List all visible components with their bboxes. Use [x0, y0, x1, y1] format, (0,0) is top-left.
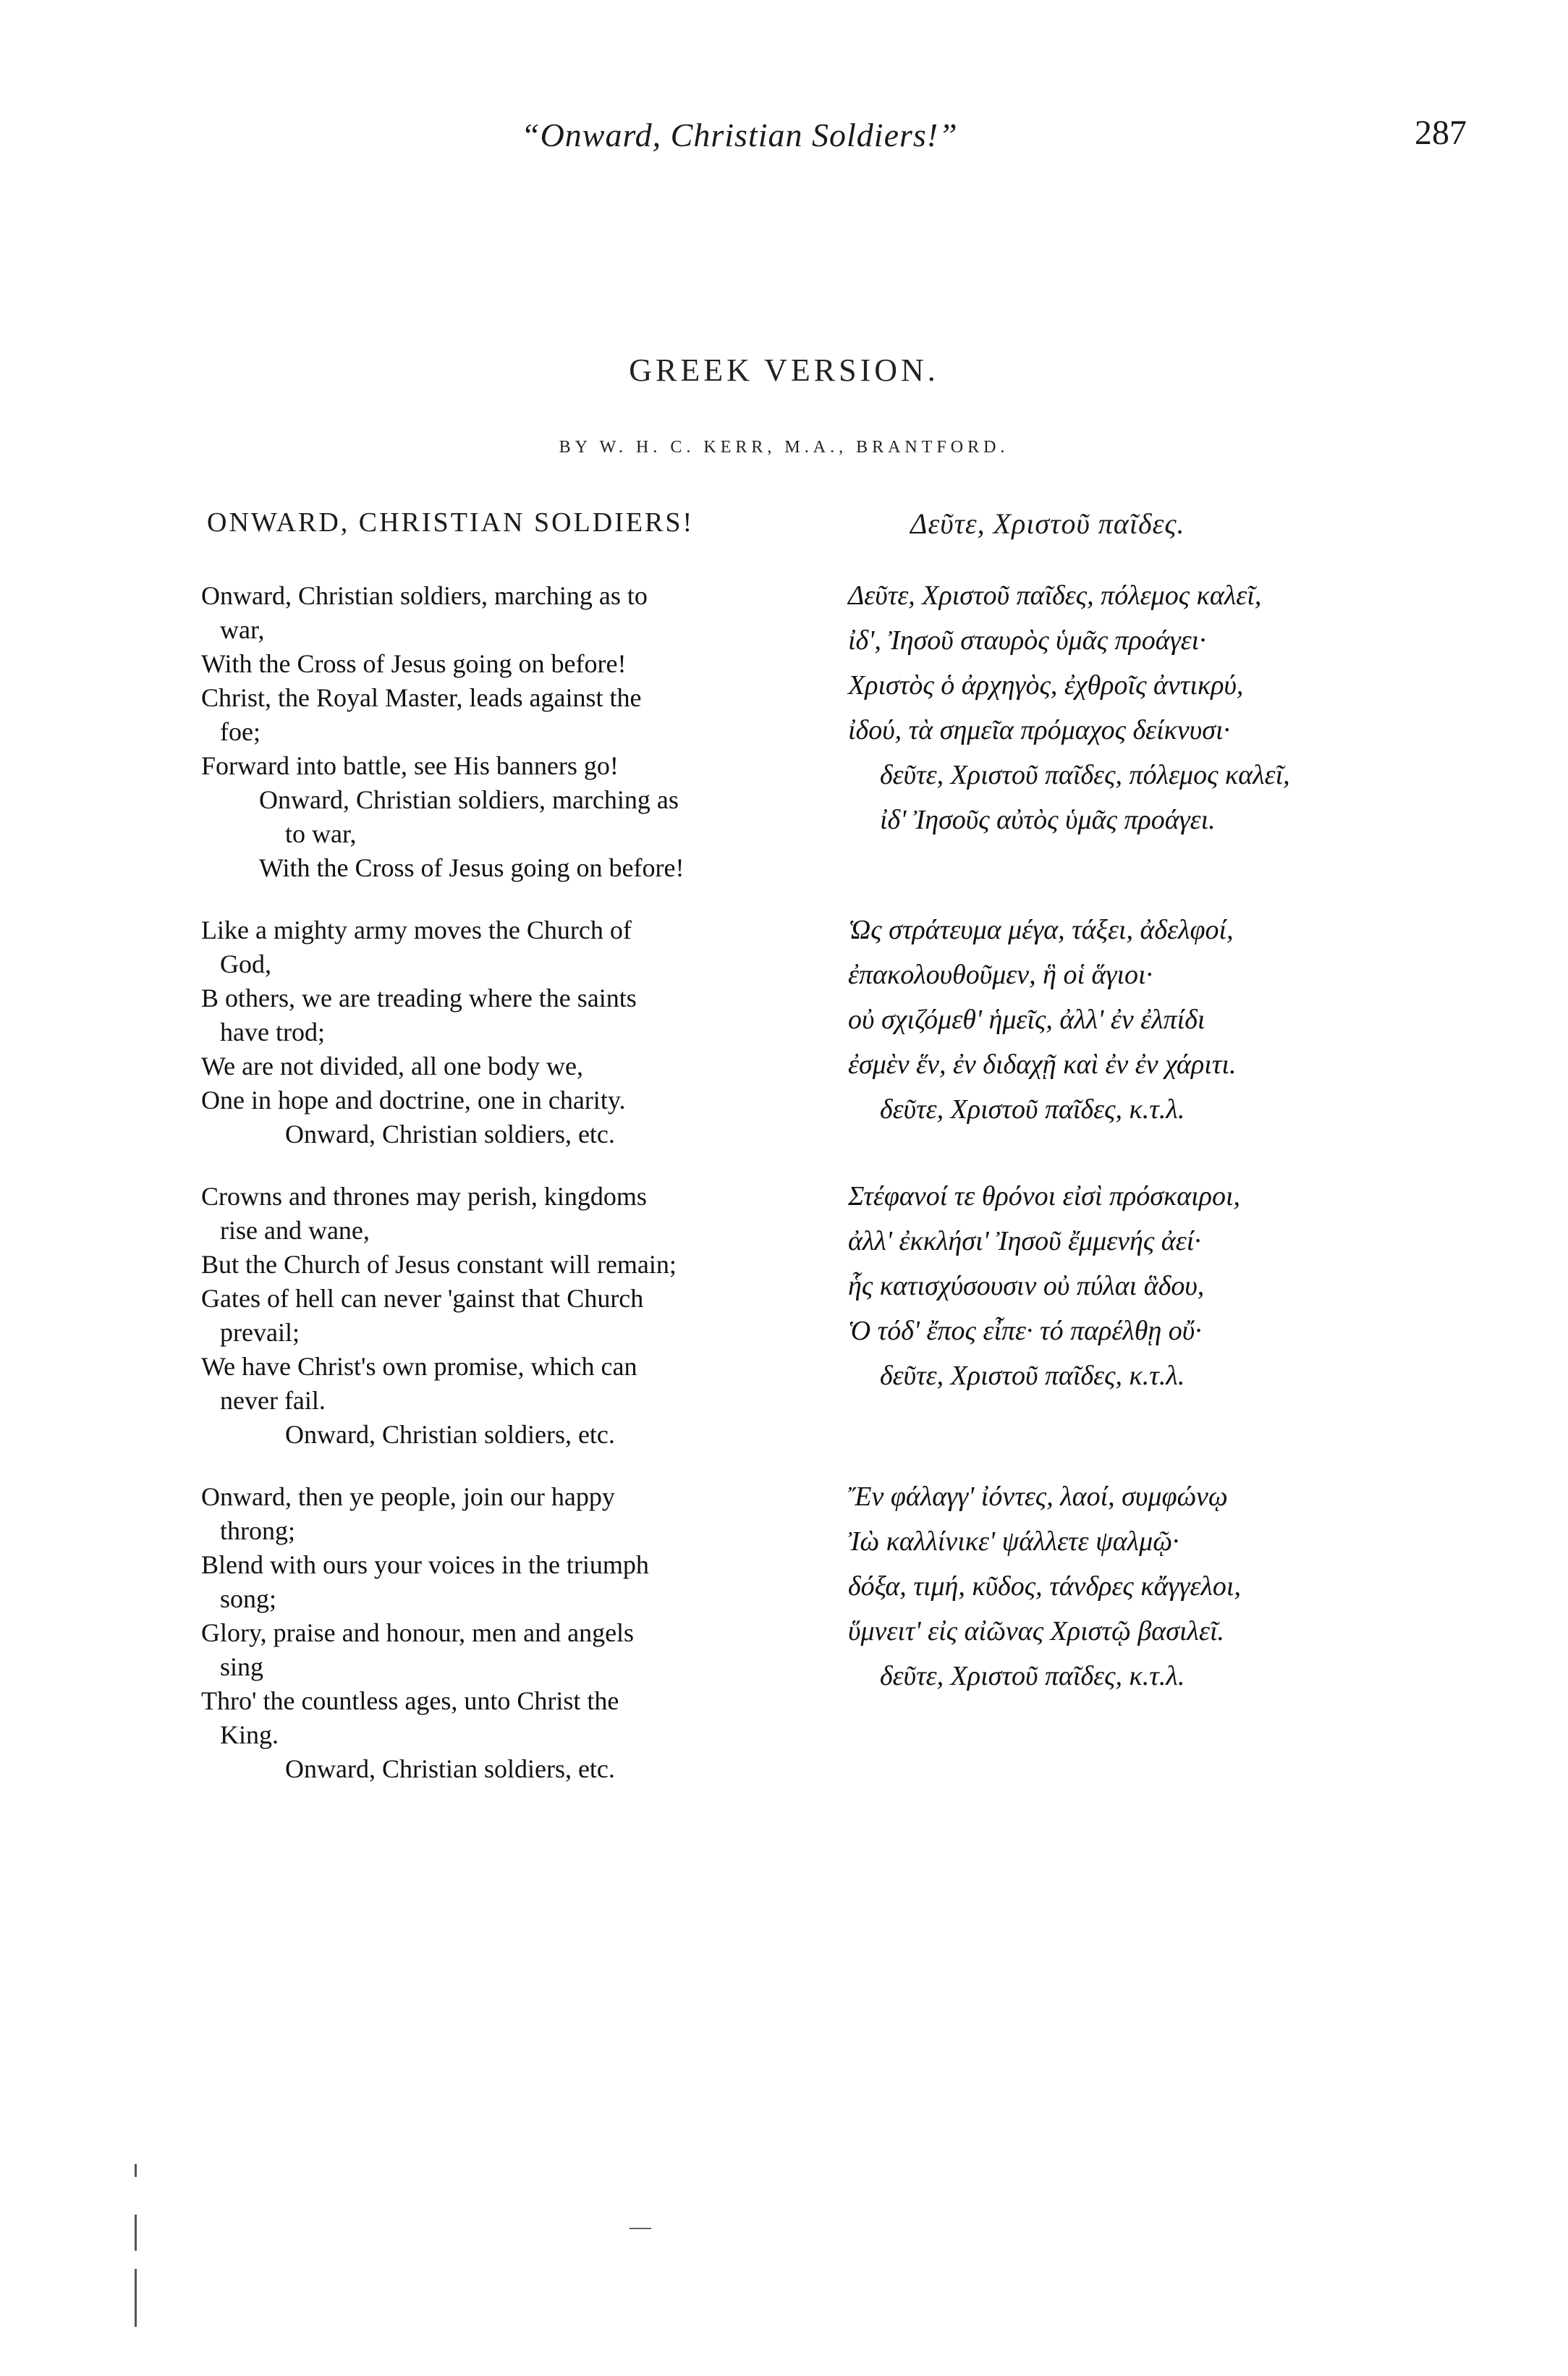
greek-verse-line: ἰδ' Ἰησοῦς αὐτὸς ὑμᾶς προάγει.: [880, 805, 1216, 835]
english-verse-line: Onward, Christian soldiers, etc.: [285, 1754, 615, 1783]
english-verse-line: Gates of hell can never 'gainst that Church: [201, 1284, 644, 1313]
footer-dash: —: [630, 2215, 651, 2238]
page-number: 287: [1415, 114, 1467, 152]
english-verse-line: song;: [220, 1584, 277, 1613]
greek-verse-line: δεῦτε, Χριστοῦ παῖδες, πόλεμος καλεῖ,: [880, 760, 1290, 790]
greek-verse-line: δεῦτε, Χριστοῦ παῖδες, κ.τ.λ.: [880, 1661, 1185, 1691]
english-stanza-4: [201, 1480, 649, 1786]
running-head: “Onward, Christian Soldiers!”: [521, 117, 958, 153]
greek-verse-line: ὕμνειτ' εἰς αἰῶνας Χριστῷ βασιλεῖ.: [848, 1616, 1224, 1646]
english-verse-line: throng;: [220, 1516, 295, 1545]
english-verse-line: sing: [220, 1652, 264, 1681]
greek-verse-line: Ἰὼ καλλίνικε' ψάλλετε ψαλμῷ·: [848, 1526, 1179, 1557]
english-verse-line: With the Cross of Jesus going on before!: [259, 853, 685, 882]
greek-verse-line: Στέφανοί τε θρόνοι εἰσὶ πρόσκαιροι,: [848, 1181, 1241, 1212]
english-verse-line: One in hope and doctrine, one in charity.: [201, 1086, 626, 1115]
english-verse-line: We have Christ's own promise, which can: [201, 1352, 637, 1381]
english-verse-line: war,: [220, 615, 265, 644]
greek-verse-line: ἰδού, τὰ σημεῖα πρόμαχος δείκνυσι·: [848, 715, 1231, 745]
greek-verse-line: οὐ σχιζόμεθ' ἡμεῖς, ἀλλ' ἐν ἐλπίδι: [848, 1005, 1205, 1035]
english-verse-line: Blend with ours your voices in the triumph: [201, 1550, 649, 1579]
english-verse-line: never fail.: [220, 1386, 326, 1415]
english-verse-line: Forward into battle, see His banners go!: [201, 751, 619, 780]
english-verse-line: Crowns and thrones may perish, kingdoms: [201, 1182, 647, 1211]
english-verse-line: We are not divided, all one body we,: [201, 1052, 583, 1081]
greek-verse-line: δεῦτε, Χριστοῦ παῖδες, κ.τ.λ.: [880, 1094, 1185, 1125]
byline: BY W. H. C. KERR, M.A., BRANTFORD.: [559, 438, 1009, 457]
english-verse-line: Like a mighty army moves the Church of: [201, 916, 632, 944]
greek-stanza-4: [848, 1480, 1241, 1704]
english-verse-line: Onward, Christian soldiers, marching as to: [201, 581, 648, 610]
english-verse-line: to war,: [285, 819, 357, 848]
greek-verse-line: ἧς κατισχύσουσιν οὐ πύλαι ἃδου,: [848, 1271, 1205, 1301]
english-verse-line: With the Cross of Jesus going on before!: [201, 649, 627, 678]
english-stanza-3: [201, 1180, 677, 1452]
english-verse-line: rise and wane,: [220, 1216, 370, 1245]
greek-verse-line: Χριστὸς ὁ ἀρχηγὸς, ἐχθροῖς ἀντικρύ,: [848, 670, 1244, 701]
greek-verse-line: δόξα, τιμή, κῦδος, τάνδρες κἄγγελοι,: [848, 1571, 1241, 1602]
english-heading: ONWARD, CHRISTIAN SOLDIERS!: [207, 507, 695, 538]
section-title: GREEK VERSION.: [629, 352, 939, 388]
english-verse-line: But the Church of Jesus constant will remain;: [201, 1250, 677, 1279]
english-verse-line: foe;: [220, 717, 260, 746]
greek-heading: Δεῦτε, Χριστοῦ παῖδες.: [910, 507, 1185, 540]
english-verse-line: God,: [220, 950, 271, 978]
greek-verse-line: ἰδ', Ἰησοῦ σταυρὸς ὑμᾶς προάγει·: [848, 625, 1206, 656]
english-stanza-2: [201, 913, 637, 1151]
english-verse-line: Christ, the Royal Master, leads against the: [201, 683, 642, 712]
greek-verse-line: δεῦτε, Χριστοῦ παῖδες, κ.τ.λ.: [880, 1361, 1185, 1391]
english-verse-line: King.: [220, 1720, 279, 1749]
english-verse-line: Glory, praise and honour, men and angels: [201, 1618, 635, 1647]
greek-stanza-2: [848, 913, 1236, 1138]
margin-mark: [135, 2269, 137, 2327]
greek-stanza-1: [848, 579, 1290, 848]
greek-verse-line: Ἔν φάλαγγ' ἰόντες, λαοί, συμφώνῳ: [848, 1481, 1228, 1512]
english-stanza-1: [201, 579, 684, 885]
english-verse-line: Onward, Christian soldiers, etc.: [285, 1120, 615, 1149]
english-verse-line: Onward, then ye people, join our happy: [201, 1482, 615, 1511]
english-verse-line: B others, we are treading where the saints: [201, 984, 637, 1012]
english-verse-line: Thro' the countless ages, unto Christ the: [201, 1686, 619, 1715]
greek-verse-line: ἐπακολουθοῦμεν, ἣ οἱ ἅγιοι·: [848, 960, 1153, 990]
english-verse-line: have trod;: [220, 1018, 325, 1047]
english-verse-line: Onward, Christian soldiers, etc.: [285, 1420, 615, 1449]
greek-verse-line: Ὁ τόδ' ἔπος εἶπε· τό παρέλθῃ οὔ·: [848, 1316, 1202, 1346]
greek-verse-line: ἀλλ' ἐκκλήσι' Ἰησοῦ ἔμμενής ἀεί·: [848, 1226, 1201, 1256]
margin-mark: [135, 2164, 137, 2177]
greek-stanza-3: [848, 1180, 1240, 1404]
english-verse-line: Onward, Christian soldiers, marching as: [259, 785, 679, 814]
greek-verse-line: ἐσμὲν ἕν, ἐν διδαχῇ καὶ ἐν ἐν χάριτι.: [848, 1049, 1237, 1080]
greek-verse-line: Δεῦτε, Χριστοῦ παῖδες, πόλεμος καλεῖ,: [848, 580, 1262, 611]
margin-mark: [135, 2215, 137, 2251]
greek-verse-line: Ὡς στράτευμα μέγα, τάξει, ἀδελφοί,: [848, 915, 1234, 945]
english-verse-line: prevail;: [220, 1318, 300, 1347]
